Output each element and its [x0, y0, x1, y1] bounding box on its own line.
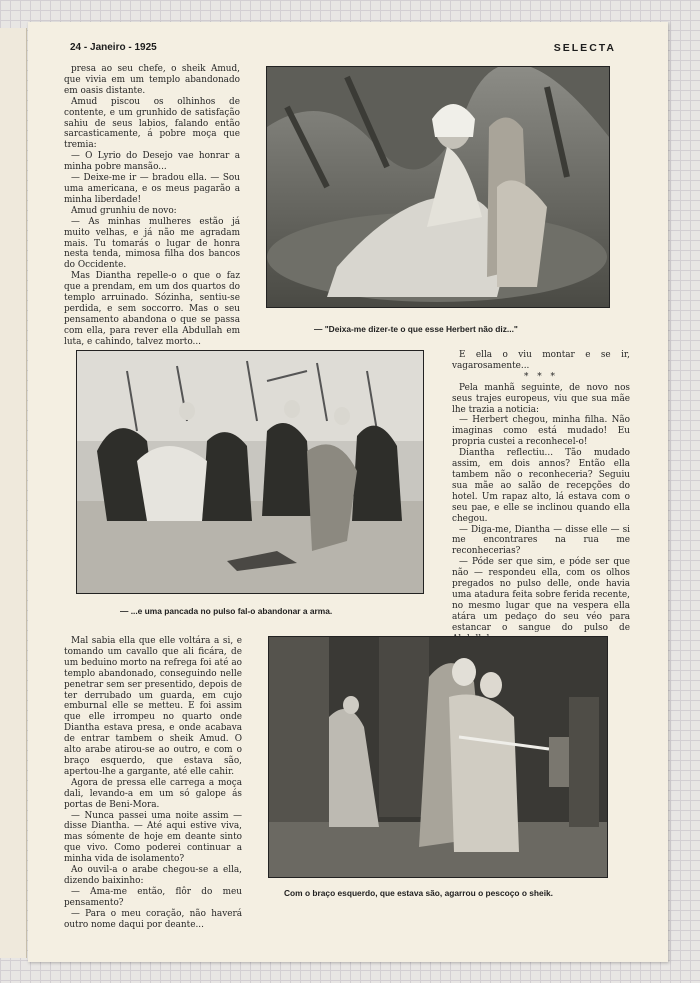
paragraph: — Deixe-me ir — bradou ella. — Sou uma americana, e os meus pagarão a minha liberdade! [64, 173, 240, 205]
section-break: * * * [524, 371, 558, 382]
paragraph: Mas Diantha repelle-o o que o faz que a prendam, em um dos quartos do templo arruinado. Sózinha, sentiu-se perdida, e sem soccorro. Mas o seu pensamento abandona o que se passa com ella, para rever ella Abdullah em luta, e cahindo, talvez morto... [64, 271, 240, 347]
paragraph: — Diga-me, Diantha — disse elle — si me encontrares na rua me reconhecerias? [452, 524, 630, 557]
paragraph: — O Lyrio do Desejo vae honrar a minha pobre mansão... [64, 151, 240, 173]
paragraph: — As minhas mulheres estão já muito velhas, e já não me agradam mais. Tu tomarás o lugar de honra nesta tenda, mimosa filha dos bancos do Occidente. [64, 216, 240, 271]
text-column-top-left [64, 64, 240, 348]
text-column-middle-right [452, 350, 630, 644]
paragraph: — Herbert chegou, minha filha. Não imaginas como está mudado! Eu propria custei a reconhecel-o! [452, 415, 630, 448]
paragraph: — Para o meu coração, não haverá outro nome daqui por deante... [64, 908, 242, 930]
paragraph: Agora de pressa elle carrega a moça dali, levando-a em um só galope ás portas de Beni-Mora. [64, 777, 242, 810]
paragraph: Ao ouvil-a o arabe chegou-se a ella, dizendo baixinho: [64, 865, 242, 886]
previous-page-edge [0, 28, 27, 958]
caption-photo-3: Com o braço esquerdo, que estava são, agarrou o pescoço o sheik. [284, 888, 554, 898]
paragraph: E ella o viu montar e se ir, vagarosamente... [452, 350, 630, 371]
paragraph: Pela manhã seguinte, de novo nos seus trajes europeus, viu que sua mãe lhe trazia a noticia: [452, 382, 630, 415]
magazine-page [28, 22, 668, 962]
photo-fight-scene [268, 636, 608, 878]
photo-sheik-and-woman [266, 66, 610, 308]
paragraph: presa ao seu chefe, o sheik Amud, que vivia em um templo abandonado em oasis distante. [64, 64, 240, 96]
caption-photo-2: — ...e uma pancada no pulso fal-o abandonar a arma. [120, 606, 333, 616]
text-column-bottom-left [64, 636, 242, 930]
paragraph: — Nunca passei uma noite assim — disse Diantha. — Até aqui estive viva, mas sómente de hoje em deante sinto que vivo. Como poderei continuar a minha vida de isolamento? [64, 810, 242, 865]
paragraph: — Póde ser que sim, e póde ser que não — respondeu ella, com os olhos pregados no pulso delle, onde havia uma atadura feita sobre ferida recente, no mesmo lugar que na vespera ella atára um pedaço do seu véo para estancar o sangue do pulso de [452, 557, 630, 633]
magazine-title: SELECTA [553, 42, 616, 54]
photo-horsemen [76, 350, 424, 594]
page-date: 24 - Janeiro - 1925 [70, 42, 157, 53]
paragraph: Mal sabia ella que elle voltára a si, e tomando um cavallo que ali ficára, de um beduino morto na refrega foi até ao templo abandonado, conseguindo nelle penetrar sem ser presentido, depois de ter derrubado um guarda, em cujo emburnal elle se metteu. E foi assim que elle irrompeu no quarto onde Diantha estava presa, e onde acabava de entrar tambem o sheik Amud. O alto arabe atirou-se ao outro, e com o braço esquerdo, que estava são, apertou-lhe a gargante, até elle cahir. [64, 636, 242, 777]
paragraph: Amud piscou os olhinhos de contente, e um grunhido de satisfação sahiu de seus labios, falando então sarcasticamente, á pobre moça que tremia: [64, 96, 240, 151]
paragraph: Diantha reflectiu... Tão mudado assim, em dois annos? Então ella tambem não o reconheceria? Seguiu sua mãe ao salão de recepções do hotel. Um rapaz alto, lá estava com o seu pae, e elle se inclinou quando ella chegou. [452, 448, 630, 524]
paragraph: Amud grunhiu de novo: [71, 205, 177, 216]
caption-photo-1: — "Deixa-me dizer-te o que esse Herbert não diz..." [314, 324, 518, 334]
paragraph: — Ama-me então, flôr do meu pensamento? [64, 886, 242, 908]
